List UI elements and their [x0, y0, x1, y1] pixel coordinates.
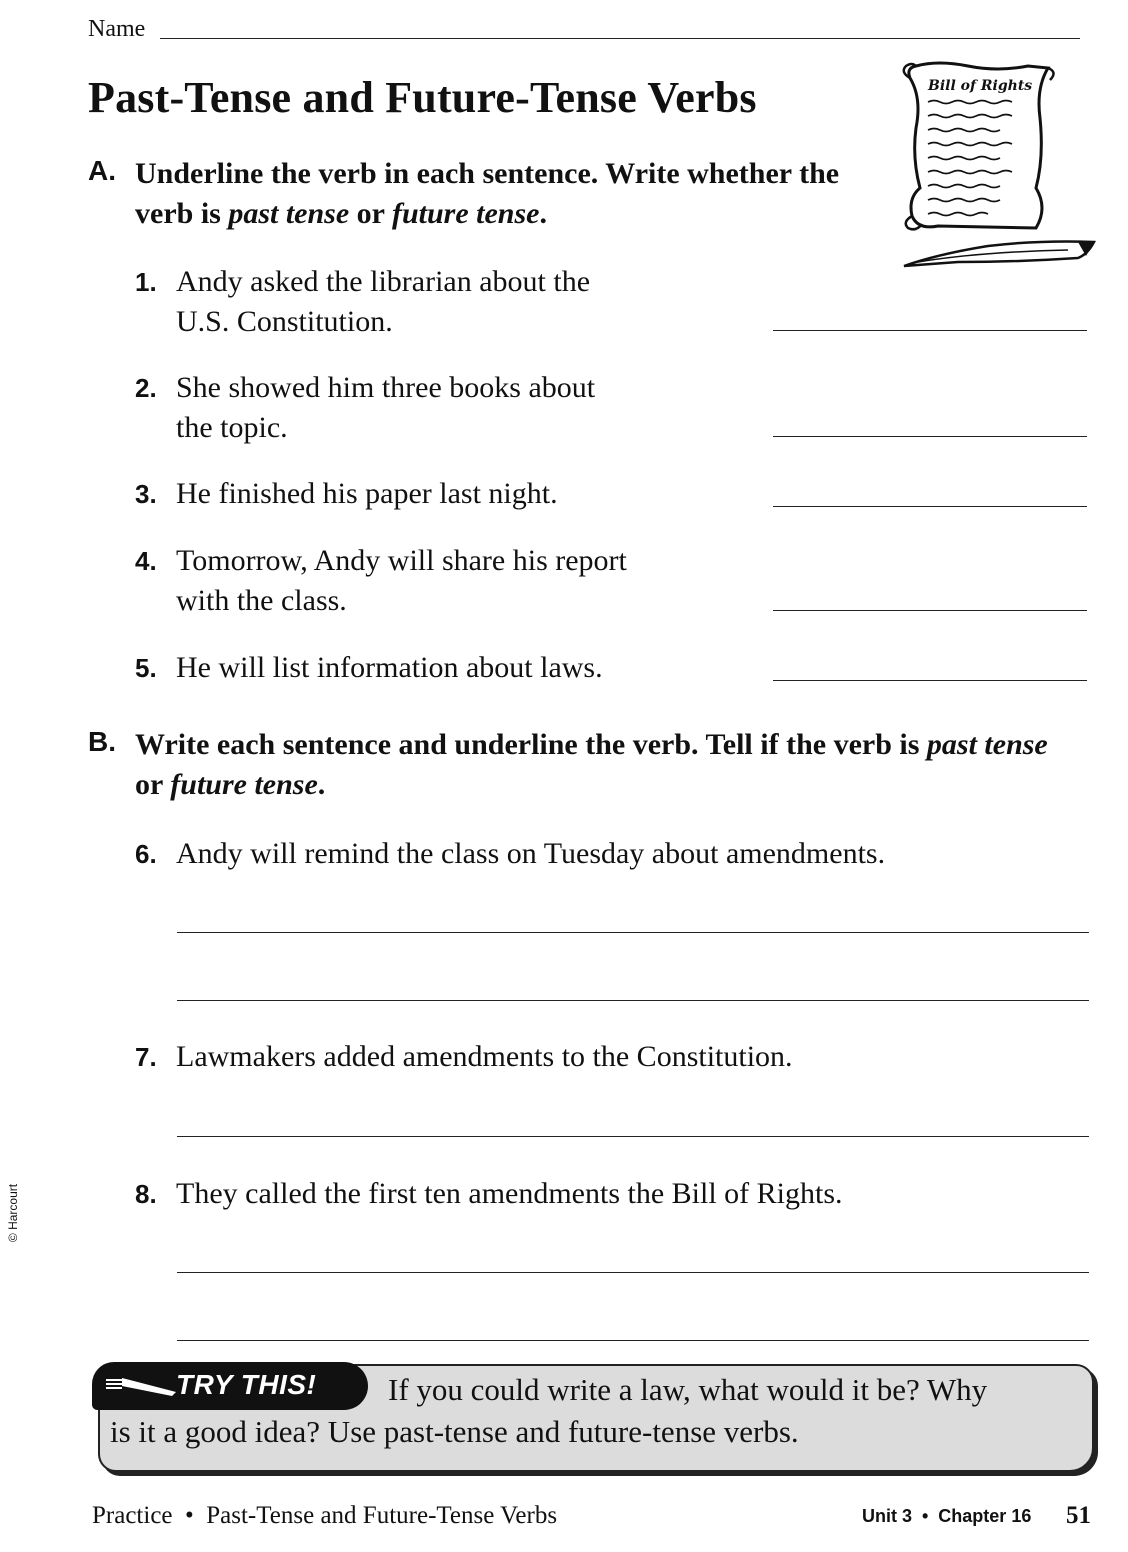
section-a-letter: A.	[88, 155, 116, 186]
answer-line[interactable]	[773, 436, 1087, 437]
try-this-label: TRY THIS!	[176, 1369, 317, 1400]
item-number: 2.	[135, 373, 157, 403]
answer-line[interactable]	[773, 506, 1087, 507]
answer-line[interactable]	[177, 1136, 1089, 1137]
answer-line[interactable]	[177, 1000, 1089, 1001]
item-number: 4.	[135, 546, 157, 576]
list-item	[0, 474, 800, 514]
sentence-text: She showed him three books about	[176, 371, 596, 404]
footer-practice-title: Practice • Past-Tense and Future-Tense Verbs	[92, 1502, 558, 1529]
try-this-prompt-line-2: is it a good idea? Use past-tense and future-tense verbs.	[110, 1414, 799, 1449]
list-item	[0, 648, 800, 688]
list-item	[0, 1174, 1100, 1214]
try-this-prompt-line-1: If you could write a law, what would it be? Why	[388, 1372, 988, 1407]
item-number: 5.	[135, 653, 157, 683]
list-item	[0, 541, 800, 621]
answer-line[interactable]	[177, 1340, 1089, 1341]
section-b-letter: B.	[88, 726, 116, 757]
item-number: 8.	[135, 1179, 157, 1209]
sentence-text: He will list information about laws.	[176, 651, 603, 684]
copyright-notice: © Harcourt	[6, 1183, 21, 1243]
answer-line[interactable]	[773, 330, 1087, 331]
section-b-instructions: Write each sentence and underline the verb. Tell if the verb is past tense or future tense.	[135, 728, 1048, 801]
footer-unit-chapter: Unit 3 • Chapter 16	[862, 1506, 1032, 1526]
name-label: Name	[88, 16, 146, 42]
sentence-text: with the class.	[176, 584, 347, 617]
answer-line[interactable]	[773, 610, 1087, 611]
list-item	[0, 368, 800, 448]
sentence-text: the topic.	[176, 411, 288, 444]
item-number: 7.	[135, 1042, 157, 1072]
item-number: 3.	[135, 479, 157, 509]
item-number: 1.	[135, 267, 157, 297]
answer-line[interactable]	[177, 932, 1089, 933]
sentence-text: Tomorrow, Andy will share his report	[176, 544, 627, 577]
list-item	[0, 834, 1100, 874]
sentence-text: U.S. Constitution.	[176, 305, 393, 338]
sentence-text: Lawmakers added amendments to the Constitution.	[176, 1040, 793, 1073]
page-title: Past-Tense and Future-Tense Verbs	[88, 73, 757, 122]
name-line[interactable]	[160, 38, 1080, 39]
scroll-title: Bill of Rights	[928, 78, 1033, 94]
section-a-instructions: Underline the verb in each sentence. Write whether the verb is past tense or future tense.	[135, 157, 840, 230]
answer-line[interactable]	[177, 1272, 1089, 1273]
bill-of-rights-scroll-icon	[898, 58, 1098, 272]
list-item	[0, 262, 800, 342]
list-item	[0, 1037, 1100, 1077]
page-number: 51	[1066, 1502, 1091, 1529]
pen-stroke-icon	[92, 1362, 182, 1410]
answer-line[interactable]	[773, 680, 1087, 681]
sentence-text: Andy asked the librarian about the	[176, 265, 591, 298]
sentence-text: He finished his paper last night.	[176, 477, 558, 510]
sentence-text: Andy will remind the class on Tuesday about amendments.	[176, 837, 886, 870]
item-number: 6.	[135, 839, 157, 869]
sentence-text: They called the first ten amendments the Bill of Rights.	[176, 1177, 843, 1210]
